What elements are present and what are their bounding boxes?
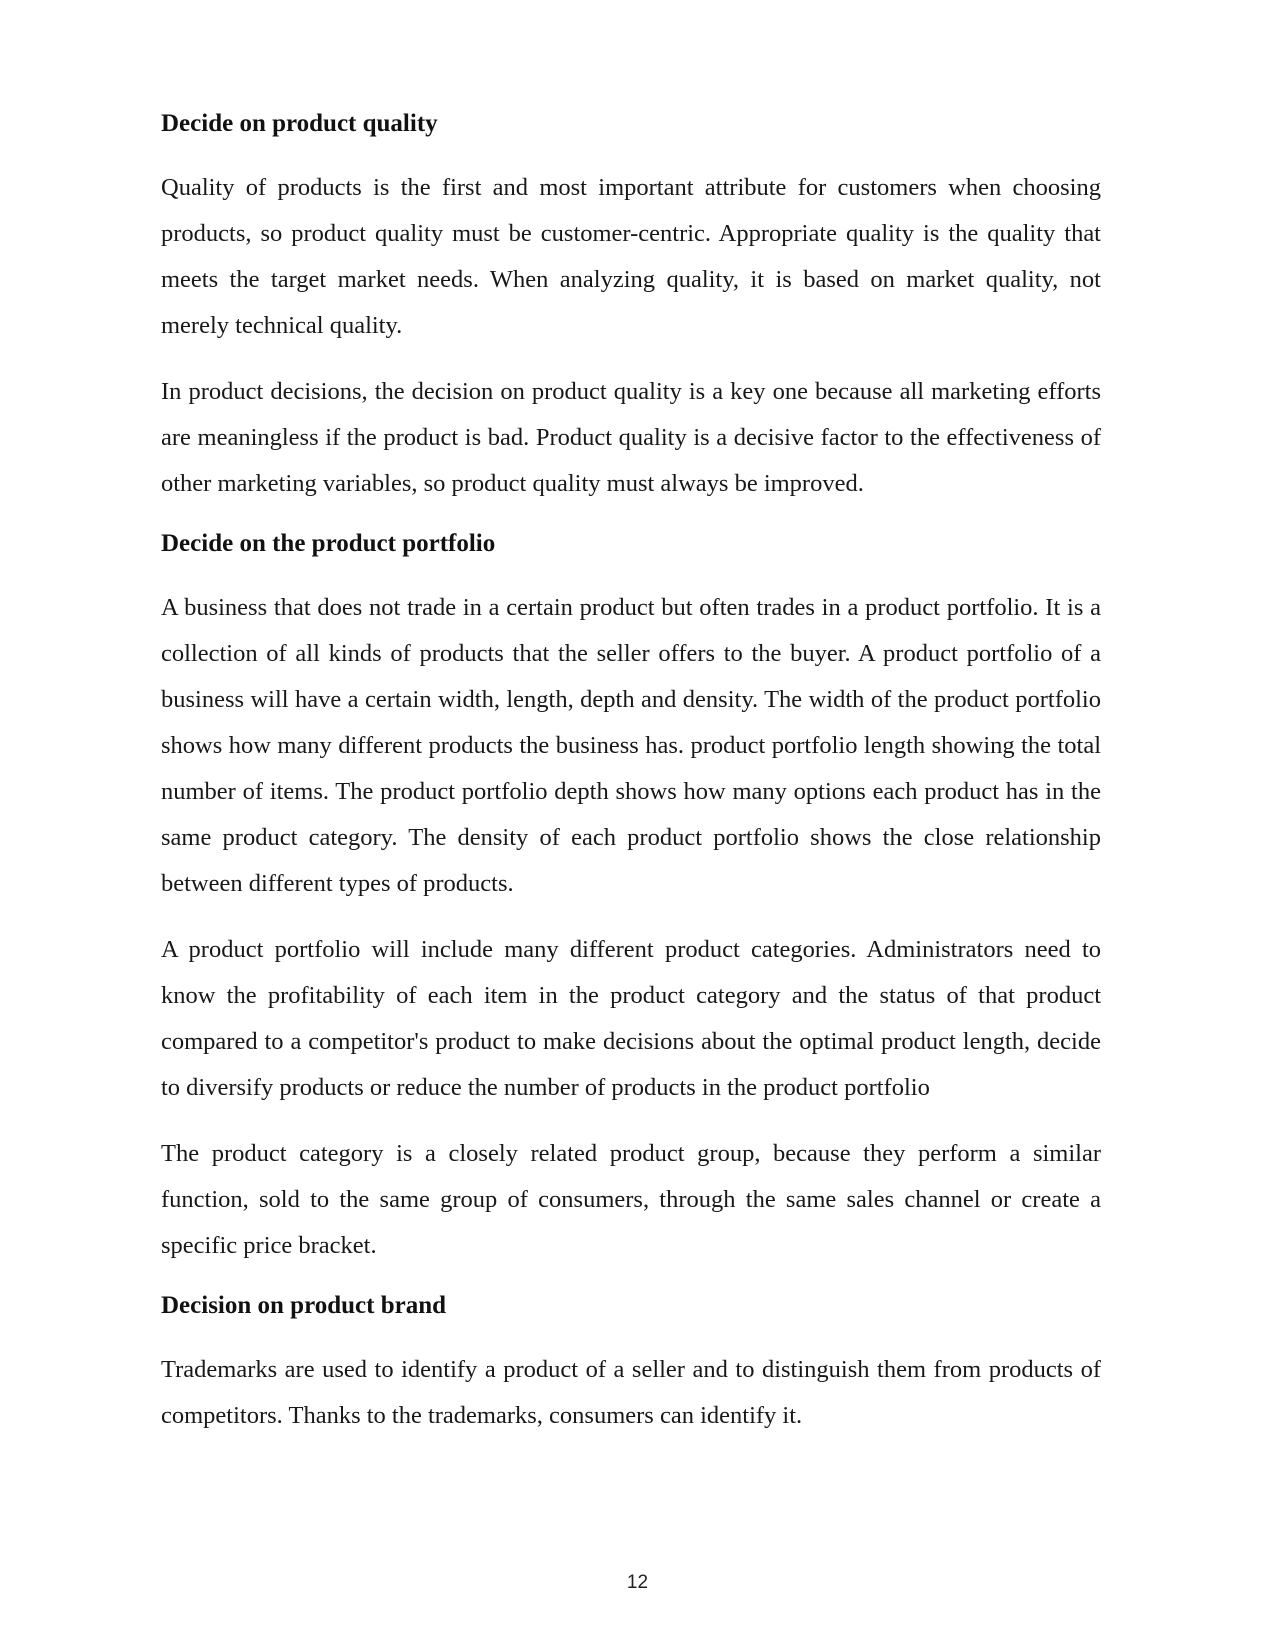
- paragraph-portfolio-3: The product category is a closely related product group, because they perform a similar function, sold to the same group of consumers, through the same sales channel or create a specific price bracket.: [161, 1140, 1101, 1259]
- paragraph-brand-1: Trademarks are used to identify a product of a seller and to distinguish them from products of competitors. Thanks to the trademarks, consumers can identify it.: [161, 1356, 1101, 1429]
- paragraph-portfolio-1: A business that does not trade in a certain product but often trades in a product portfolio. It is a collection of all kinds of products that the seller offers to the buyer. A product portfolio of a business will have a certain width, length, depth and density. The width of the product portfolio shows how many different products the business has. product portfolio length showing the total number of items. The product portfolio depth shows how many options each product has in the same product category. The density of each product portfolio shows the close relationship between different types of products.: [161, 594, 1101, 897]
- paragraph-portfolio-2: A product portfolio will include many different product categories. Administrators need to know the profitability of each item in the product category and the status of that product compared to a competitor's product to make decisions about the optimal product length, decide to diversify products or reduce the number of products in the product portfolio: [161, 936, 1101, 1101]
- heading-product-portfolio: Decide on the product portfolio: [161, 530, 496, 557]
- paragraph-quality-1: Quality of products is the first and most important attribute for customers when choosing products, so product quality must be customer-centric. Appropriate quality is the quality that meets the target market needs. When analyzing quality, it is based on market quality, not merely technical quality.: [161, 174, 1101, 339]
- paragraph-quality-2: In product decisions, the decision on product quality is a key one because all marketing efforts are meaningless if the product is bad. Product quality is a decisive factor to the effectiveness of other marketing variables, so product quality must always be improved.: [161, 378, 1101, 497]
- page-content: [161, 107, 1101, 1439]
- heading-product-brand: Decision on product brand: [161, 1292, 447, 1319]
- page-number: 12: [626, 1572, 649, 1593]
- heading-product-quality: Decide on product quality: [161, 110, 438, 137]
